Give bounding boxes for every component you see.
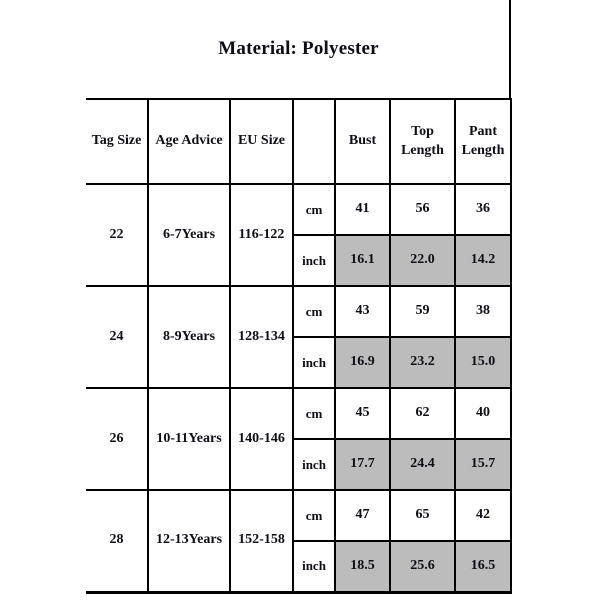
top-length-cm-cell: 62 (390, 388, 455, 439)
top-length-cm-cell: 59 (390, 286, 455, 337)
top-length-inch-cell: 22.0 (390, 235, 455, 286)
col-header-pant-length: Pant Length (455, 99, 511, 184)
unit-inch-cell: inch (293, 337, 335, 388)
age-advice-cell: 10-11Years (148, 388, 230, 490)
col-header-age-advice: Age Advice (148, 99, 230, 184)
unit-inch-cell: inch (293, 235, 335, 286)
pant-length-cm-cell: 36 (455, 184, 511, 235)
table-header-row (86, 99, 511, 184)
tag-size-cell: 28 (86, 490, 148, 592)
tag-size-cell: 26 (86, 388, 148, 490)
unit-inch-cell: inch (293, 541, 335, 592)
col-header-eu-size: EU Size (230, 99, 293, 184)
col-header-top-length: Top Length (390, 99, 455, 184)
age-advice-cell: 8-9Years (148, 286, 230, 388)
pant-length-cm-cell: 38 (455, 286, 511, 337)
bust-cm-cell: 47 (335, 490, 390, 541)
unit-cm-cell: cm (293, 184, 335, 235)
eu-size-cell: 140-146 (230, 388, 293, 490)
top-length-cm-cell: 56 (390, 184, 455, 235)
table-row (86, 286, 511, 337)
bust-cm-cell: 43 (335, 286, 390, 337)
top-length-inch-cell: 25.6 (390, 541, 455, 592)
size-table (86, 98, 512, 594)
unit-inch-cell: inch (293, 439, 335, 490)
bust-inch-cell: 16.9 (335, 337, 390, 388)
top-length-inch-cell: 23.2 (390, 337, 455, 388)
pant-length-inch-cell: 16.5 (455, 541, 511, 592)
pant-length-inch-cell: 14.2 (455, 235, 511, 286)
unit-cm-cell: cm (293, 490, 335, 541)
eu-size-cell: 128-134 (230, 286, 293, 388)
tag-size-cell: 22 (86, 184, 148, 286)
age-advice-cell: 6-7Years (148, 184, 230, 286)
eu-size-cell: 116-122 (230, 184, 293, 286)
pant-length-inch-cell: 15.7 (455, 439, 511, 490)
pant-length-inch-cell: 15.0 (455, 337, 511, 388)
col-header-bust: Bust (335, 99, 390, 184)
age-advice-cell: 12-13Years (148, 490, 230, 592)
unit-cm-cell: cm (293, 286, 335, 337)
table-row (86, 184, 511, 235)
top-length-inch-cell: 24.4 (390, 439, 455, 490)
bust-inch-cell: 17.7 (335, 439, 390, 490)
eu-size-cell: 152-158 (230, 490, 293, 592)
pant-length-cm-cell: 40 (455, 388, 511, 439)
col-header-unit (293, 99, 335, 184)
bust-inch-cell: 18.5 (335, 541, 390, 592)
col-header-tag-size: Tag Size (86, 99, 148, 184)
bust-inch-cell: 16.1 (335, 235, 390, 286)
unit-cm-cell: cm (293, 388, 335, 439)
tag-size-cell: 24 (86, 286, 148, 388)
pant-length-cm-cell: 42 (455, 490, 511, 541)
bust-cm-cell: 41 (335, 184, 390, 235)
material-title: Material: Polyester (218, 38, 379, 59)
top-length-cm-cell: 65 (390, 490, 455, 541)
table-row (86, 490, 511, 541)
table-row (86, 388, 511, 439)
bust-cm-cell: 45 (335, 388, 390, 439)
